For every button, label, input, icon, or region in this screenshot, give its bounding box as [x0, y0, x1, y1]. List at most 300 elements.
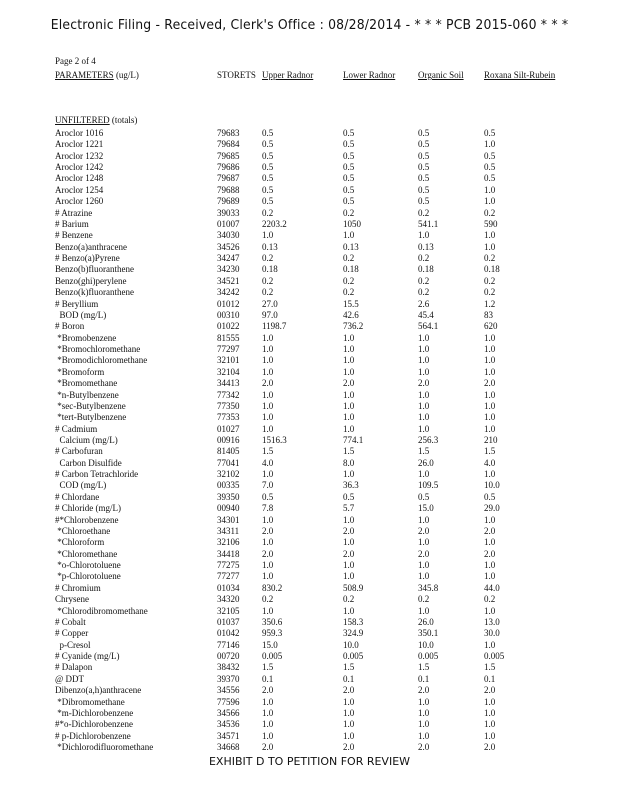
cell-organic-soil: 0.2 [418, 207, 430, 218]
cell-lower-radnor: 1.5 [343, 662, 355, 673]
cell-upper-radnor: 1.0 [262, 560, 274, 571]
cell-lower-radnor: 1.0 [343, 366, 355, 377]
cell-storet: 79685 [217, 150, 240, 161]
cell-roxana: 0.5 [484, 128, 496, 138]
cell-storet: 32102 [217, 469, 240, 480]
cell-parameter: *Dichlorodifluoromethane [55, 741, 154, 752]
cell-storet: 01007 [217, 218, 240, 229]
cell-parameter: Aroclor 1260 [55, 196, 104, 207]
table-row [0, 378, 619, 389]
cell-roxana: 2.0 [484, 685, 496, 696]
cell-upper-radnor: 27.0 [262, 298, 278, 309]
cell-parameter: Aroclor 1016 [55, 128, 104, 138]
cell-lower-radnor: 1.0 [343, 332, 355, 343]
cell-roxana: 0.2 [484, 207, 496, 218]
cell-upper-radnor: 1516.3 [262, 434, 287, 445]
cell-roxana: 10.0 [484, 480, 500, 491]
cell-lower-radnor: 1.0 [343, 730, 355, 741]
cell-upper-radnor: 2.0 [262, 741, 274, 752]
cell-storet: 00310 [217, 309, 240, 320]
cell-organic-soil: 350.1 [418, 628, 439, 639]
cell-lower-radnor: 2.0 [343, 548, 355, 559]
cell-storet: 00335 [217, 480, 240, 491]
cell-roxana: 1.0 [484, 707, 496, 718]
table-row [0, 230, 619, 241]
table-row [0, 515, 619, 526]
cell-parameter: *m-Dichlorobenzene [55, 707, 134, 718]
cell-lower-radnor: 1.5 [343, 446, 355, 457]
cell-organic-soil: 2.0 [418, 525, 430, 536]
cell-lower-radnor: 2.0 [343, 378, 355, 389]
cell-upper-radnor: 1.0 [262, 412, 274, 423]
cell-roxana: 1.0 [484, 412, 496, 423]
cell-lower-radnor: 1.0 [343, 389, 355, 400]
exhibit-footer: EXHIBIT D TO PETITION FOR REVIEW [208, 755, 411, 768]
cell-parameter: # Cobalt [55, 616, 86, 627]
column-header-organic-soil: Organic Soil [418, 70, 464, 80]
cell-roxana: 0.18 [484, 264, 500, 275]
cell-roxana: 1.0 [484, 730, 496, 741]
cell-upper-radnor: 2.0 [262, 548, 274, 559]
cell-lower-radnor: 0.2 [343, 594, 355, 605]
table-row [0, 162, 619, 173]
column-header-roxana: Roxana Silt-Rubein [484, 70, 556, 80]
cell-parameter: Benzo(b)fluoranthene [55, 264, 134, 275]
filing-header: Electronic Filing - Received, Clerk's Office : 08/28/2014 - * * * PCB 2015-060 * * * [50, 17, 569, 33]
cell-upper-radnor: 1.0 [262, 366, 274, 377]
cell-roxana: 4.0 [484, 457, 496, 468]
cell-storet: 38432 [217, 662, 240, 673]
cell-lower-radnor: 508.9 [343, 582, 364, 593]
cell-upper-radnor: 1.0 [262, 332, 274, 343]
cell-storet: 32104 [217, 366, 240, 377]
cell-storet: 77297 [217, 344, 240, 355]
cell-roxana: 1.0 [484, 571, 496, 582]
cell-upper-radnor: 1.5 [262, 662, 274, 673]
cell-organic-soil: 15.0 [418, 503, 434, 514]
cell-lower-radnor: 0.13 [343, 241, 359, 252]
cell-organic-soil: 26.0 [418, 457, 434, 468]
cell-lower-radnor: 42.6 [343, 309, 359, 320]
table-row [0, 333, 619, 344]
cell-lower-radnor: 736.2 [343, 321, 364, 332]
cell-parameter: # Atrazine [55, 207, 93, 218]
cell-upper-radnor: 0.5 [262, 196, 274, 207]
cell-roxana: 1.0 [484, 139, 496, 150]
cell-roxana: 1.0 [484, 366, 496, 377]
cell-roxana: 1.0 [484, 196, 496, 207]
cell-parameter: *Chloroform [55, 537, 105, 548]
cell-parameter: Aroclor 1221 [55, 139, 104, 150]
cell-parameter: #*Chlorobenzene [55, 514, 119, 525]
cell-roxana: 1.0 [484, 605, 496, 616]
cell-storet: 79687 [217, 173, 240, 184]
cell-storet: 81405 [217, 446, 240, 457]
cell-organic-soil: 0.5 [418, 139, 430, 150]
cell-parameter: Chrysene [55, 594, 89, 605]
cell-organic-soil: 10.0 [418, 639, 434, 650]
cell-parameter: Dibenzo(a,h)anthracene [55, 685, 142, 696]
cell-organic-soil: 1.0 [418, 230, 430, 241]
cell-organic-soil: 1.0 [418, 730, 430, 741]
cell-storet: 77350 [217, 400, 240, 411]
table-row [0, 344, 619, 355]
cell-storet: 01012 [217, 298, 240, 309]
cell-upper-radnor: 1.0 [262, 571, 274, 582]
cell-upper-radnor: 0.5 [262, 128, 274, 138]
cell-lower-radnor: 2.0 [343, 685, 355, 696]
table-row [0, 139, 619, 150]
cell-storet: 32106 [217, 537, 240, 548]
table-row [0, 412, 619, 423]
cell-storet: 39033 [217, 207, 240, 218]
cell-organic-soil: 1.0 [418, 389, 430, 400]
cell-lower-radnor: 5.7 [343, 503, 355, 514]
cell-upper-radnor: 0.5 [262, 139, 274, 150]
cell-parameter: # Dalapon [55, 662, 93, 673]
cell-storet: 34242 [217, 287, 240, 298]
cell-organic-soil: 0.5 [418, 184, 430, 195]
cell-parameter: *Chlorodibromomethane [55, 605, 148, 616]
cell-parameter: *Bromochloromethane [55, 344, 141, 355]
table-row [0, 697, 619, 708]
table-row [0, 276, 619, 287]
cell-roxana: 210 [484, 434, 498, 445]
cell-parameter: *o-Chlorotoluene [55, 560, 121, 571]
cell-parameter: # Cadmium [55, 423, 98, 434]
cell-organic-soil: 0.1 [418, 673, 430, 684]
cell-roxana: 1.5 [484, 662, 496, 673]
cell-lower-radnor: 0.2 [343, 253, 355, 264]
table-row [0, 173, 619, 184]
cell-roxana: 1.0 [484, 355, 496, 366]
table-row [0, 321, 619, 332]
cell-lower-radnor: 0.2 [343, 287, 355, 298]
cell-organic-soil: 0.18 [418, 264, 434, 275]
cell-roxana: 1.0 [484, 400, 496, 411]
cell-upper-radnor: 1.0 [262, 719, 274, 730]
cell-roxana: 590 [484, 218, 498, 229]
cell-lower-radnor: 1.0 [343, 423, 355, 434]
section-heading [55, 115, 137, 125]
cell-upper-radnor: 1.5 [262, 446, 274, 457]
cell-parameter: Benzo(ghi)perylene [55, 275, 127, 286]
cell-roxana: 0.2 [484, 275, 496, 286]
cell-organic-soil: 1.0 [418, 537, 430, 548]
cell-lower-radnor: 1.0 [343, 230, 355, 241]
cell-upper-radnor: 1198.7 [262, 321, 287, 332]
cell-organic-soil: 1.0 [418, 332, 430, 343]
table-row [0, 662, 619, 673]
table-row [0, 537, 619, 548]
cell-parameter: *sec-Butylbenzene [55, 400, 126, 411]
cell-upper-radnor: 1.0 [262, 389, 274, 400]
table-row [0, 492, 619, 503]
cell-lower-radnor: 1.0 [343, 412, 355, 423]
cell-storet: 77596 [217, 696, 240, 707]
cell-roxana: 1.0 [484, 469, 496, 480]
cell-storet: 34418 [217, 548, 240, 559]
cell-organic-soil: 1.0 [418, 514, 430, 525]
cell-roxana: 44.0 [484, 582, 500, 593]
cell-upper-radnor: 2.0 [262, 378, 274, 389]
cell-organic-soil: 2.6 [418, 298, 430, 309]
cell-roxana: 0.2 [484, 287, 496, 298]
cell-organic-soil: 1.0 [418, 412, 430, 423]
cell-roxana: 83 [484, 309, 493, 320]
table-row [0, 253, 619, 264]
cell-storet: 01022 [217, 321, 240, 332]
cell-upper-radnor: 1.0 [262, 344, 274, 355]
cell-storet: 77277 [217, 571, 240, 582]
table-row [0, 583, 619, 594]
cell-upper-radnor: 97.0 [262, 309, 278, 320]
cell-upper-radnor: 350.6 [262, 616, 283, 627]
cell-storet: 34311 [217, 525, 240, 536]
cell-roxana: 1.0 [484, 719, 496, 730]
cell-roxana: 1.0 [484, 696, 496, 707]
cell-parameter: BOD (mg/L) [55, 309, 107, 320]
cell-roxana: 1.0 [484, 537, 496, 548]
cell-parameter: @ DDT [55, 673, 85, 684]
cell-parameter: *Bromomethane [55, 378, 118, 389]
cell-parameter: *Dibromomethane [55, 696, 125, 707]
cell-roxana: 30.0 [484, 628, 500, 639]
cell-lower-radnor: 1.0 [343, 560, 355, 571]
cell-parameter: # Benzo(a)Pyrene [55, 253, 120, 264]
table-row [0, 390, 619, 401]
cell-upper-radnor: 0.2 [262, 253, 274, 264]
cell-lower-radnor: 2.0 [343, 741, 355, 752]
cell-organic-soil: 2.0 [418, 685, 430, 696]
cell-lower-radnor: 0.2 [343, 275, 355, 286]
cell-upper-radnor: 1.0 [262, 605, 274, 616]
cell-storet: 34668 [217, 741, 240, 752]
cell-organic-soil: 0.5 [418, 128, 430, 138]
cell-roxana: 1.5 [484, 446, 496, 457]
table-row [0, 128, 619, 139]
table-row [0, 549, 619, 560]
cell-organic-soil: 1.0 [418, 344, 430, 355]
cell-parameter: # Beryllium [55, 298, 99, 309]
cell-upper-radnor: 1.0 [262, 400, 274, 411]
cell-storet: 79688 [217, 184, 240, 195]
cell-storet: 34556 [217, 685, 240, 696]
table-row [0, 287, 619, 298]
cell-storet: 34301 [217, 514, 240, 525]
cell-organic-soil: 2.0 [418, 378, 430, 389]
cell-lower-radnor: 158.3 [343, 616, 364, 627]
table-row [0, 685, 619, 696]
table-row [0, 594, 619, 605]
cell-storet: 79686 [217, 162, 240, 173]
cell-storet: 32101 [217, 355, 240, 366]
cell-upper-radnor: 830.2 [262, 582, 283, 593]
cell-roxana: 0.005 [484, 651, 505, 662]
cell-lower-radnor: 15.5 [343, 298, 359, 309]
table-row [0, 708, 619, 719]
column-header-storets: STORETS [217, 70, 256, 80]
cell-organic-soil: 0.2 [418, 253, 430, 264]
table-row [0, 719, 619, 730]
cell-organic-soil: 0.13 [418, 241, 434, 252]
cell-lower-radnor: 1.0 [343, 605, 355, 616]
cell-roxana: 13.0 [484, 616, 500, 627]
cell-storet: 34566 [217, 707, 240, 718]
cell-upper-radnor: 1.0 [262, 707, 274, 718]
cell-roxana: 1.0 [484, 241, 496, 252]
table-row [0, 526, 619, 537]
cell-upper-radnor: 1.0 [262, 696, 274, 707]
cell-parameter: # Chlordane [55, 491, 100, 502]
table-row [0, 571, 619, 582]
cell-parameter: *tert-Butylbenzene [55, 412, 127, 423]
cell-parameter: *n-Butylbenzene [55, 389, 119, 400]
cell-upper-radnor: 0.2 [262, 287, 274, 298]
cell-parameter: Aroclor 1232 [55, 150, 104, 161]
cell-upper-radnor: 0.5 [262, 162, 274, 173]
cell-lower-radnor: 1.0 [343, 344, 355, 355]
cell-parameter: Calcium (mg/L) [55, 434, 118, 445]
cell-roxana: 0.2 [484, 594, 496, 605]
cell-organic-soil: 1.0 [418, 571, 430, 582]
table-row [0, 242, 619, 253]
cell-parameter: # Copper [55, 628, 89, 639]
cell-organic-soil: 0.2 [418, 287, 430, 298]
cell-roxana: 1.0 [484, 389, 496, 400]
cell-roxana: 29.0 [484, 503, 500, 514]
cell-lower-radnor: 1.0 [343, 469, 355, 480]
table-row [0, 674, 619, 685]
cell-storet: 01034 [217, 582, 240, 593]
cell-storet: 77275 [217, 560, 240, 571]
cell-lower-radnor: 1.0 [343, 707, 355, 718]
cell-roxana: 1.0 [484, 184, 496, 195]
cell-parameter: #*o-Dichlorobenzene [55, 719, 133, 730]
cell-organic-soil: 1.0 [418, 469, 430, 480]
cell-organic-soil: 1.0 [418, 560, 430, 571]
cell-upper-radnor: 0.005 [262, 651, 283, 662]
cell-lower-radnor: 0.5 [343, 162, 355, 173]
cell-storet: 00720 [217, 651, 240, 662]
cell-storet: 79683 [217, 128, 240, 138]
section-title: UNFILTERED [55, 115, 110, 125]
cell-upper-radnor: 2.0 [262, 525, 274, 536]
cell-organic-soil: 1.0 [418, 707, 430, 718]
table-row [0, 219, 619, 230]
cell-organic-soil: 256.3 [418, 434, 439, 445]
cell-roxana: 1.0 [484, 230, 496, 241]
table-row [0, 628, 619, 639]
cell-storet: 79689 [217, 196, 240, 207]
table-row [0, 151, 619, 162]
cell-lower-radnor: 0.005 [343, 651, 364, 662]
cell-upper-radnor: 959.3 [262, 628, 283, 639]
cell-roxana: 1.0 [484, 423, 496, 434]
cell-organic-soil: 45.4 [418, 309, 434, 320]
cell-upper-radnor: 0.5 [262, 150, 274, 161]
cell-lower-radnor: 0.5 [343, 128, 355, 138]
cell-roxana: 620 [484, 321, 498, 332]
cell-roxana: 1.0 [484, 332, 496, 343]
cell-lower-radnor: 1.0 [343, 571, 355, 582]
cell-lower-radnor: 2.0 [343, 525, 355, 536]
cell-lower-radnor: 1050 [343, 218, 361, 229]
cell-upper-radnor: 1.0 [262, 514, 274, 525]
cell-parameter: Benzo(a)anthracene [55, 241, 127, 252]
cell-upper-radnor: 0.18 [262, 264, 278, 275]
cell-lower-radnor: 36.3 [343, 480, 359, 491]
cell-upper-radnor: 4.0 [262, 457, 274, 468]
cell-parameter: # Boron [55, 321, 85, 332]
cell-roxana: 0.2 [484, 253, 496, 264]
table-row [0, 367, 619, 378]
cell-lower-radnor: 774.1 [343, 434, 364, 445]
cell-lower-radnor: 1.0 [343, 514, 355, 525]
cell-parameter: *Chloromethane [55, 548, 118, 559]
cell-roxana: 2.0 [484, 525, 496, 536]
cell-organic-soil: 1.0 [418, 423, 430, 434]
cell-organic-soil: 0.005 [418, 651, 439, 662]
cell-organic-soil: 109.5 [418, 480, 439, 491]
cell-roxana: 0.5 [484, 491, 496, 502]
cell-storet: 34526 [217, 241, 240, 252]
cell-storet: 01042 [217, 628, 240, 639]
cell-upper-radnor: 1.0 [262, 230, 274, 241]
table-row [0, 742, 619, 753]
table-row [0, 299, 619, 310]
table-row [0, 469, 619, 480]
cell-roxana: 1.2 [484, 298, 496, 309]
cell-storet: 34247 [217, 253, 240, 264]
cell-upper-radnor: 0.2 [262, 207, 274, 218]
cell-lower-radnor: 8.0 [343, 457, 355, 468]
table-row [0, 310, 619, 321]
cell-organic-soil: 0.5 [418, 196, 430, 207]
cell-storet: 77146 [217, 639, 240, 650]
table-row [0, 606, 619, 617]
cell-upper-radnor: 0.5 [262, 173, 274, 184]
cell-parameter: # Carbofuran [55, 446, 103, 457]
table-row [0, 446, 619, 457]
cell-roxana: 2.0 [484, 378, 496, 389]
cell-storet: 01037 [217, 616, 240, 627]
cell-parameter: Aroclor 1242 [55, 162, 104, 173]
cell-lower-radnor: 0.5 [343, 150, 355, 161]
cell-parameter: Aroclor 1254 [55, 184, 104, 195]
cell-storet: 34320 [217, 594, 240, 605]
cell-parameter: *Chloroethane [55, 525, 111, 536]
column-header-lower-radnor: Lower Radnor [343, 70, 396, 80]
cell-upper-radnor: 0.2 [262, 594, 274, 605]
cell-lower-radnor: 324.9 [343, 628, 364, 639]
cell-parameter: # Cyanide (mg/L) [55, 651, 120, 662]
cell-storet: 34230 [217, 264, 240, 275]
table-row [0, 185, 619, 196]
cell-storet: 00940 [217, 503, 240, 514]
cell-roxana: 1.0 [484, 514, 496, 525]
cell-roxana: 1.0 [484, 560, 496, 571]
cell-lower-radnor: 1.0 [343, 719, 355, 730]
table-row [0, 401, 619, 412]
cell-storet: 77041 [217, 457, 240, 468]
cell-parameter: *Bromobenzene [55, 332, 117, 343]
cell-storet: 79684 [217, 139, 240, 150]
cell-roxana: 2.0 [484, 548, 496, 559]
cell-organic-soil: 1.0 [418, 696, 430, 707]
cell-organic-soil: 1.5 [418, 662, 430, 673]
table-row [0, 264, 619, 275]
